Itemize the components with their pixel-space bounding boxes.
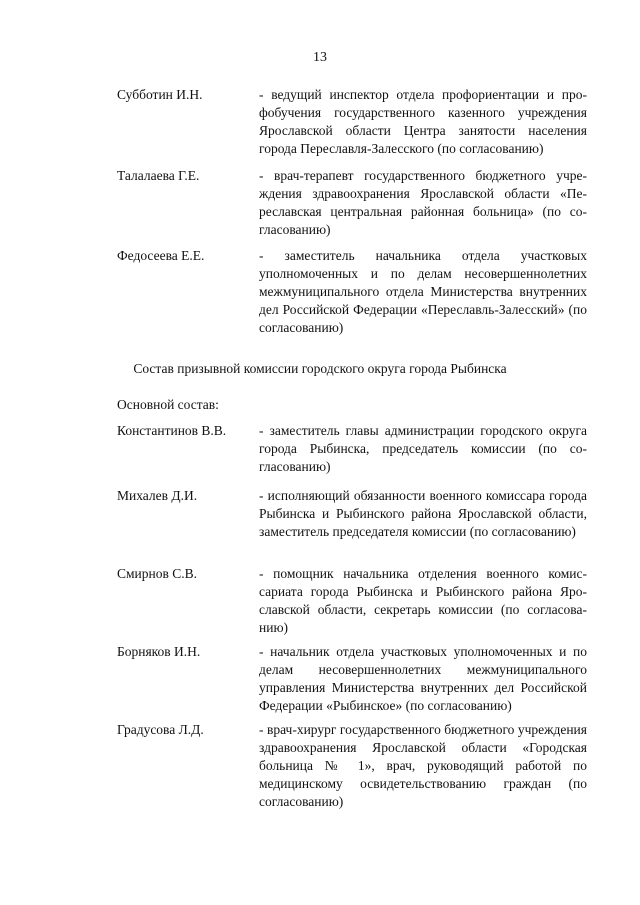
member-name: Талалаева Г.Е.	[117, 168, 200, 183]
member-name: Градусова Л.Д.	[117, 722, 204, 737]
member-name: Субботин И.Н.	[117, 87, 203, 102]
member-description: - заместитель главы администрации городского округа города Рыбинска, председатель комиссии (по согласованию)	[259, 423, 587, 474]
member-description: - исполняющий обязанности военного комиссара города Рыбинска и Рыбинского района Ярославской области, заместитель председателя комиссии (по согласованию)	[259, 488, 587, 539]
member-name: Борняков И.Н.	[117, 644, 201, 659]
page-number: 13	[313, 50, 327, 65]
member-description: - начальник отдела участковых уполномоченных и по делам несовершеннолетних межмуниципального управления Министерства внутренних дел Российской Федерации «Рыбинское» (по согласованию)	[259, 644, 587, 713]
member-name: Федосеева Е.Е.	[117, 248, 205, 263]
member-description: - ведущий инспектор отдела профориентации и профобучения государственного казенного учреждения Ярославской области Центра занятости населения города Переславля-Залесского (по согласованию)	[259, 87, 587, 156]
member-description: - врач-терапевт государственного бюджетного учреждения здравоохранения Ярославской области «Переславская центральная районная больница» (по согласованию)	[259, 168, 587, 237]
member-name: Константинов В.В.	[117, 423, 227, 438]
member-description: - заместитель начальника отдела участковых уполномоченных и по делам несовершеннолетних межмуниципального отдела Министерства внутренних дел Российской Федерации «Переславль-Залесский» (по согласованию)	[259, 248, 587, 335]
member-name: Михалев Д.И.	[117, 488, 198, 503]
section-title: Состав призывной комиссии городского округа города Рыбинска	[133, 361, 507, 376]
member-description: - врач-хирург государственного бюджетного учреждения здравоохранения Ярославской области «Городская больница № 1», врач, руководящий работой по медицинскому освидетельствованию граждан (по согласованию)	[259, 722, 587, 809]
member-description: - помощник начальника отделения военного комиссариата города Рыбинска и Рыбинского района Ярославской области, секретарь комиссии (по согласованию)	[259, 566, 587, 635]
subheading: Основной состав:	[117, 397, 219, 412]
member-name: Смирнов С.В.	[117, 566, 198, 581]
